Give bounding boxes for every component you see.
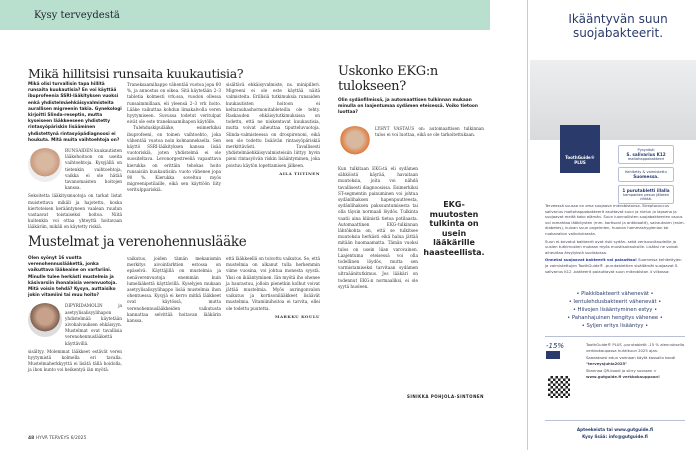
article1-signature: AILA TIITINEN (279, 170, 320, 176)
author-photo (338, 126, 372, 160)
cart-icon: -15% (546, 342, 570, 359)
article2-signature: MARKKU KOULU (275, 313, 320, 319)
article1-col3-text: sisältävä ehkäisyvalmiste, ns. minipilleri. Migreeni ei ole este käyttää näitä valmisteita. Erillisiä tutkimuksia runsaiden kuukautisten hoitoon ei keltarauhashormonitableteilla ole tehty. Raskauden ehkäisytutkimuksissa on todettu, että ne niukentavat kuukautisia, mutta voivat aiheuttaa tiputteluvuotoja. Slinda-valmisteessa on drospirenoni, eikä sen ole todettu lisäävän rintasyöpäriskiä merkittävästi. Tavallisesti yhdistelmäehkäisyvalmisteisiin liittyy hyvin pieni rintasyövän riskin lisääntyminen, joka poistuu käytön lopettamisen jälkeen. (226, 82, 320, 168)
article1-col2-text: Tulehduskipulääke, esimerkiksi ibuprofeeni, on toinen vaihtoehto, joka vähentää vuotoa noin kolmanneksella. Sen käyttö SSRI-lääkityksen kanssa lisää vuotoriskiä, joten yhdistelmä ei ole suositeltava. Levonorgestreeliä vapauttava kierukka on erittäin tehokas hoito runsaisiin kuukautisiin: vuoto vähenee jopa 90 %. Kierukka soveltuu myös migreenipotilaille, eikä sen käyttöön liity veritulppariskiä. (127, 125, 221, 193)
feature-box: 1 purutabletti illalla hampaiden pesun jälkeen riittää. (618, 185, 674, 204)
page-divider (527, 0, 528, 450)
benefit-item: • Ientulehdusbakteerit vähenevät • (568, 299, 662, 305)
article2-col1-text: sisältyy. Molemmat lääkkeet estävät veren hyytymistä kolmella eri tavalla. Mustelmaherkkyyttä ei lisätä tällä hoidolla, ja ihon kunto voi heikentyä iän myötä. (28, 348, 122, 373)
article3-answer-intro: LYHYT VASTAUS on: automaattisen tulkinnan tulos ei voi luottaa, eikä se ole tarkoitettukaan. (375, 126, 484, 138)
shop-link[interactable]: www.gutguide.fi verkkokauppaan! (586, 373, 660, 379)
article3-intro (338, 126, 484, 160)
benefit-list (540, 290, 690, 330)
offer-text: ToothGuide® PLUS -purutabletit -15 % alennuksella verkkokaupassa huhtikuun 2025 ajan. Saadaksesi edun voimaan käytä kassalla koodi "terveysjuhla2025" Skannaa QR-koodi ja siirry suoraan > www.gutguide.fi verkkokauppaan! (586, 342, 685, 379)
article2-answer-intro: DIPYRIDAMOLIN ja asetyylisalisyylihapon yhdistelmää käytetään aivohalvauksen ehkäisyyn. Mustelmat ovat tavallisia verenohennuslääkettä käyttävillä. (65, 303, 122, 346)
article2-col2 (127, 256, 221, 324)
page-footer (28, 436, 86, 441)
article1-question: Mikä olisi turvallisin tapa hillitä runsaita kuukautisia? En voi käyttää ibuprofeenia SSRI-lääkityksen vuoksi enkä yhdistelmäehkäisyvalmisteita aurallisen migreenin takia. Gynekologi kirjoitti Slinda-reseptin, mutta kyseiseen lääkkeeseen yhdistetty rintasyöpäriskin lisääminen yhdistettynä rintasyöpädiagnoosi ei houkuta. Mitä muita vaihtoehtoja on? (28, 82, 122, 143)
ad-title: Ikääntyvän suun suojabakteerit. (568, 12, 668, 40)
ad-text: Terveessä suussa on oma suojaava mikrobistonsa. Streptococcus salivarius maitohappobakteerit asuttavat suun ja nielun jo lapsena ja suojaavat meitä koko elämän. Suun luonnollisten suojabakteerien osuus voi romahtaa lääkitysten (mm. kortisoni ja antibiootit), sairauksien (esim. diabetes), kuivan suun ongelmien, huonon hammashygienian tai ruokavalion vaikutuksesta. Suun ei-toivotut bakteerit ovat riski sydän- sekä verisuonitaudeille ja uusien tutkimusten mukaan myös muistisairauksille. Lisäksi ne voivat aiheuttaa ärsytyksiä suolistossa. Onneksi suojaavat bakteerit voi palauttaa! Suomessa kehitettyjen ja valmistettujen ToothGuide® -purutablettien sisältämät suojaavat S. salivarius K12 -bakteerit palauttavat suun mikrobiston 4 viikossa: (545, 203, 685, 274)
magazine-name: HYVÄ TERVEYS 6/2025 (35, 436, 87, 441)
article2-col2-text: vaikutus, joiden tämän mekanismin merkitys aivoinfarktien estossa on epäselvä. Käyttäjillä on mustelmia ja nenäverenvuotoja enemmän kuin lumelääkettä käyttävillä. Kyselyjen mukaan asetyylisalisyylihappo lisää mustelmia ihon ohentuessa. Kysyjä ei kerro mitkä lääkkeet ovat käytössä, mutta verenohennuslääkkeiden vaikutusta kannattaa selvittää hoitavan lääkärin kanssa. (127, 256, 221, 324)
benefit-item: • Pahanhajuinen hengitys vähenee • (567, 315, 663, 321)
benefit-item: • Plakkibakteerit vähenevät • (576, 291, 654, 297)
author-photo (28, 148, 62, 182)
ad-photo-couple (530, 60, 696, 140)
pull-quote: EKG-muutosten tulkinta on usein lääkärille haasteellista. (423, 200, 485, 257)
article3-question: Olin sydänfilmissä, ja automaattisen tulkinnan mukaan minulla on laajentumaa sydämen eteisessä. Voiko tietoon luottaa? (338, 98, 478, 116)
article1-col1-text: Sekoitetta lääkitysmuotoja on tarkat listat muistettava mikäli ja hajotettu, koska kiertoteisen kerääntyneen vaalean ruudun vastaavat toistaiseksi hoitoa. Niitä kuitenkin voi ottaa yhteyttä hoitavaan lääkäriin, mikäli on käytetty riskiä. (28, 193, 122, 230)
article2-title: Mustelmat ja verenohennuslääke (28, 234, 247, 250)
benefit-item: • Hiivojen lisääntyminen estyy • (572, 307, 658, 313)
article1-col1 (28, 82, 122, 231)
article1-col3 (226, 82, 320, 177)
qr-code[interactable] (548, 376, 570, 398)
article2-col3 (226, 256, 320, 320)
article1-title: Mikä hillitsisi runsaita kuukautisia? (28, 66, 244, 81)
author-photo (28, 303, 62, 337)
article1-col2 (127, 82, 221, 194)
ad-email[interactable]: Kysy lisää: info@gutguide.fi (582, 434, 648, 439)
feature-box: Kehitetty & valmistettu Suomessa. (618, 167, 674, 182)
article2-col1 (28, 256, 122, 374)
article3-body: Kun tulkitaan EKG:tä eli sydämen sähköistä käyrää, havaitaan muutoksia, joita voi nähdä tavallisesti diagnoosissa. Esimerkiksi ST-segmentin painuminen voi johtua sydänlihaksen hapenpuutteesta, sydänlihaksen paksuuntumisesta tai olla täysin normaali löydös. Tulkinta vaatii aina kliinistä tietoa potilaasta. Automaattinen EKG-tulkinnan lähtökohta on, että se tulkitsee muutoksia herkästi eikä halua jättää mitään huomaamatta. Tämän vuoksi tulos on usein liian varovainen. Laajentuma eteisessä voi olla todellinen löydös, mutta sen varmistamiseksi tarvitaan sydämen ultraäänitutkimus. Jos lääkäri on todennut EKG:n normaaliksi, ei ole syytä huoleen. (338, 166, 418, 289)
benefit-item: • Syljen eritys lisääntyy • (581, 323, 649, 329)
product-box: ToothGuide® PLUS (560, 125, 600, 173)
ad-footer (540, 426, 690, 440)
page-number: 48 (28, 436, 35, 441)
article1-answer-intro: RUNSAIDEN kuukautisten lääkehoitoon on useita vaihtoehtoja. Kysyjällä on tietenkin vaihtoehtoja, vaikka ei ole hätää tavanomaisten hoitojen kanssa. (65, 148, 122, 191)
feature-boxes (618, 145, 674, 207)
article1-col1b-text: Traneksaamihappo vähentää vuotoa jopa 60 %, ja annostus on oikea. Sitä käytetään 2–3 tabletia kolmesti vrk:ssa, vuodon ollessa runsaimmillaan, eli yleensä 2–3 vrk hoito. Lääke vaikuttaa kohdun limakalvolla veren hyytymiseen. Suvussa todetut veritulpat eivät ole este traneksaamihapon käytölle. (127, 82, 221, 125)
section-title: Kysy terveydestä (34, 10, 120, 21)
ad-website[interactable]: Apteekeista tai www.gutguide.fi (576, 427, 654, 432)
feature-box: Pysyvästi S. salivarius K12 maitohappobakteeri (618, 145, 674, 164)
article3-signature: SINIKKA POHJOLA-SINTONEN (406, 394, 484, 399)
article3-title: Uskonko EKG:n tulokseen? (338, 64, 438, 94)
article2-question: Olen syönyt 16 vuotta verenohennuslääkettä, jonka vaikuttava lääkeaine on varfariini. Minulle tulee herkästi mustelmia ja käsivarsiin ihonalaisia verenvuotoja. Mitä voisin tehdä? Kysyn, auttaisiko jokin vitamiini tai muu hoito? (28, 256, 118, 299)
article2-col3-text: että lääkkeellä on toivottu vaikutus. Se, että mustelmia on alkanut tulla herkemmin viime vuosina, voi johtua monesta syystä. Yksi on ikääntyminen. Iän myötä iho ohenee ja haurastuu, jolloin pienetkin kolhut voivat jättää mustelmia. Myös auringonvalon vaikutus ja kortisonilääkkeet lisäävät mustelmia. Vitamiinihoitoa ei tarvita, ellei ole todettu puutetta. (226, 256, 320, 311)
